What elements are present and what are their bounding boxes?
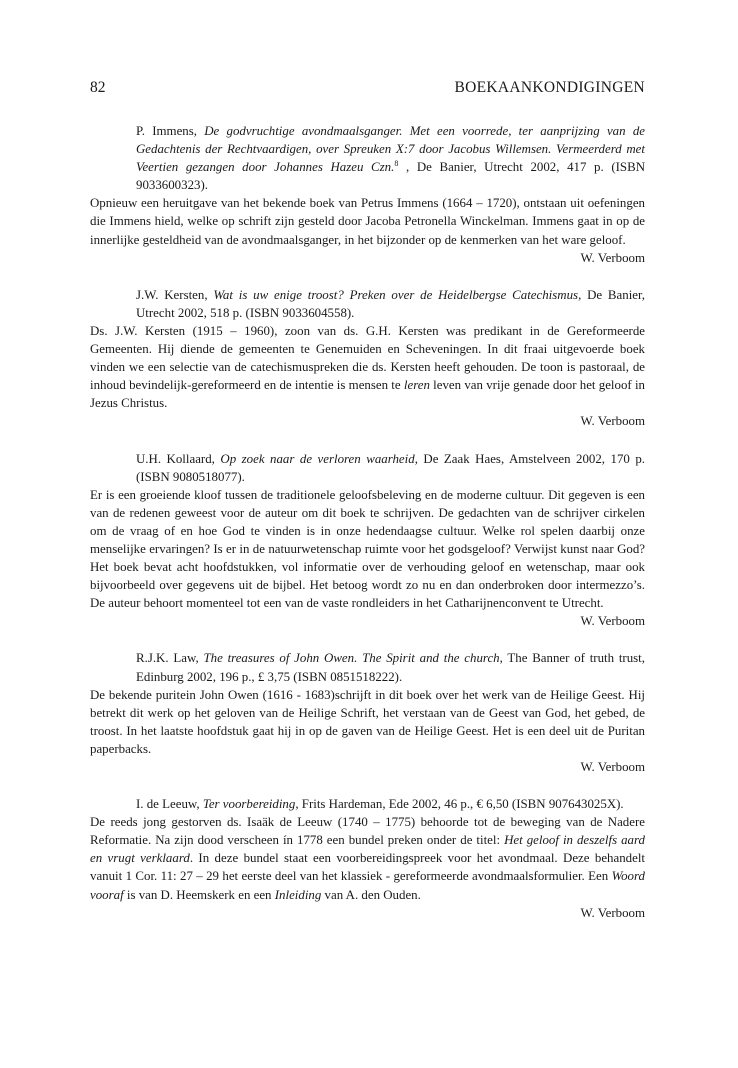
book-announcements — [90, 122, 645, 922]
book-author: P. Immens, — [136, 124, 197, 138]
review-text-part: is van D. Heemskerk en een — [126, 887, 272, 902]
book-entry — [90, 122, 645, 267]
review-text-emphasis: Het geloof in deszelfs aard en vrugt verklaard — [90, 833, 645, 866]
book-title: Op zoek naar de verloren waarheid — [220, 451, 415, 466]
book-entry — [90, 795, 645, 922]
book-author: R.J.K. Law, — [136, 651, 199, 666]
review-text-part: Ds. J.W. Kersten (1915 – 1960), zoon van ds. G.H. Kersten was predikant in de Gereformeerde Gemeenten. Hij diende de gemeenten te Genemuiden en Scheveningen. In dit fraai uitgevoerde boek vinden we een selectie van de catechismuspreken die ds. Kersten heeft gehouden. De toon is pastoraal, de inhoud bevindelijk-gereformeerd en de intentie is mensen te — [90, 323, 645, 393]
book-details: , De Zaak Haes, Amstelveen 2002, 170 p. (ISBN 9080518077). — [136, 451, 646, 484]
running-header — [90, 79, 645, 99]
review-text-part: De reeds jong gestorven ds. Isaäk de Leeuw (1740 – 1775) behoorde tot de beweging van de Nadere Reformatie. Na zijn dood verscheen ín 1778 een bundel preken onder de titel: — [90, 815, 645, 848]
book-review-text: Opnieuw een heruitgave van het bekende boek van Petrus Immens (1664 – 1720), ontstaan uit oefeningen die Immens hield, welke op schrift zijn gesteld door Jacoba Petronella Winckelman. Immens gaat in op de innerlijke gesteldheid van de avondmaalsganger, in het bijzonder op de kenmerken van het ware geloof. — [90, 196, 645, 247]
book-review-text: Er is een groeiende kloof tussen de traditionele geloofsbeleving en de moderne cultuur. Dit gegeven is een van de redenen geweest voor de auteur om dit boek te schrijven. De gedachten van de schrijver cirkelen om de vraag of en hoe God te vinden is in onze hedendaagse cultuur. Welke rol spelen daarbij onze menselijke ervaringen? Is er in de natuurwetenschap ruimte voor het godsgeloof? Verwijst kunst naar God? Het boek bevat acht hoofdstukken, vol informatie over de verhouding geloof en wetenschap, maar ook bijvoorbeeld over gegevens uit de bijbel. Het betoog wordt zo nu en dan onderbroken door intermezzo’s. De auteur behoort momenteel tot een van de vaste rondleiders in het Catharijnenconvent te Utrecht. — [90, 487, 645, 611]
review-text-emphasis: Inleiding — [274, 887, 322, 902]
book-author: J.W. Kersten, — [136, 287, 208, 302]
book-citation — [90, 450, 645, 486]
book-citation — [90, 795, 645, 813]
book-author: I. de Leeuw, — [136, 797, 200, 812]
book-title: De godvruchtige avondmaalsganger. Met een voorrede, ter aanprijzing van de Gedachtenis der Rechtvaardigen, over Spreuken X:7 door Jacobus Willemsen. Vermeerderd met Veertien gezangen door Johannes Hazeu Czn. — [136, 124, 645, 175]
reviewer-name: W. Verboom — [580, 760, 645, 774]
reviewer-name: W. Verboom — [580, 905, 645, 920]
book-review-text: De bekende puritein John Owen (1616 - 1683)schrijft in dit boek over het werk van de Heilige Geest. Hij betrekt dit werk op het geloven van de Heilige Schrift, het verstaan van de Geest van God, het gebed, de troost. In het laatste hoofdstuk gaat hij in op de gaven van de Heilige Geest. Het is een deel uit de Puritan paperbacks. — [90, 687, 645, 756]
footnote-marker: 8 — [394, 159, 399, 169]
book-citation — [90, 286, 645, 322]
book-review-text — [90, 322, 645, 412]
running-title: BOEKAANKONDIGINGEN — [454, 79, 645, 96]
reviewer-name: W. Verboom — [580, 250, 645, 265]
book-entry — [90, 286, 645, 431]
book-citation — [90, 649, 645, 685]
review-text-part: leven van vrije genade door het geloof in Jezus Christus. — [90, 378, 645, 411]
reviewer-name: W. Verboom — [580, 614, 645, 629]
book-details: , De Banier, Utrecht 2002, 518 p. (ISBN 9033604558). — [136, 287, 645, 320]
book-citation — [90, 122, 645, 194]
review-text-emphasis: Woord vooraf — [90, 869, 645, 902]
book-review-text — [90, 813, 645, 903]
book-details: , Frits Hardeman, Ede 2002, 46 p., € 6,50 (ISBN 907643025X). — [295, 797, 624, 812]
book-details: , The Banner of truth trust, Edinburg 2002, 196 p., £ 3,75 (ISBN 0851518222). — [136, 651, 645, 684]
book-title: Ter voorbereiding — [202, 797, 296, 812]
book-details: , De Banier, Utrecht 2002, 417 p. (ISBN 9033600323). — [136, 160, 646, 193]
book-title: Wat is uw enige troost? Preken over de Heidelbergse Catechismus — [213, 287, 579, 302]
review-text-part: . In deze bundel staat een voorbereidingspreek voor het avondmaal. Deze behandelt vanuit 1 Cor. 11: 27 – 29 het eerste deel van het klassiek - gereformeerde avondmaalsformulier. Een — [90, 851, 645, 884]
book-entry — [90, 649, 645, 776]
book-title: The treasures of John Owen. The Spirit and the church — [203, 651, 500, 666]
book-author: U.H. Kollaard, — [136, 451, 215, 466]
review-text-emphasis: leren — [403, 378, 430, 393]
book-entry — [90, 450, 645, 631]
page-number: 82 — [90, 79, 106, 96]
review-text-part: van A. den Ouden. — [324, 887, 421, 902]
reviewer-name: W. Verboom — [580, 414, 645, 429]
